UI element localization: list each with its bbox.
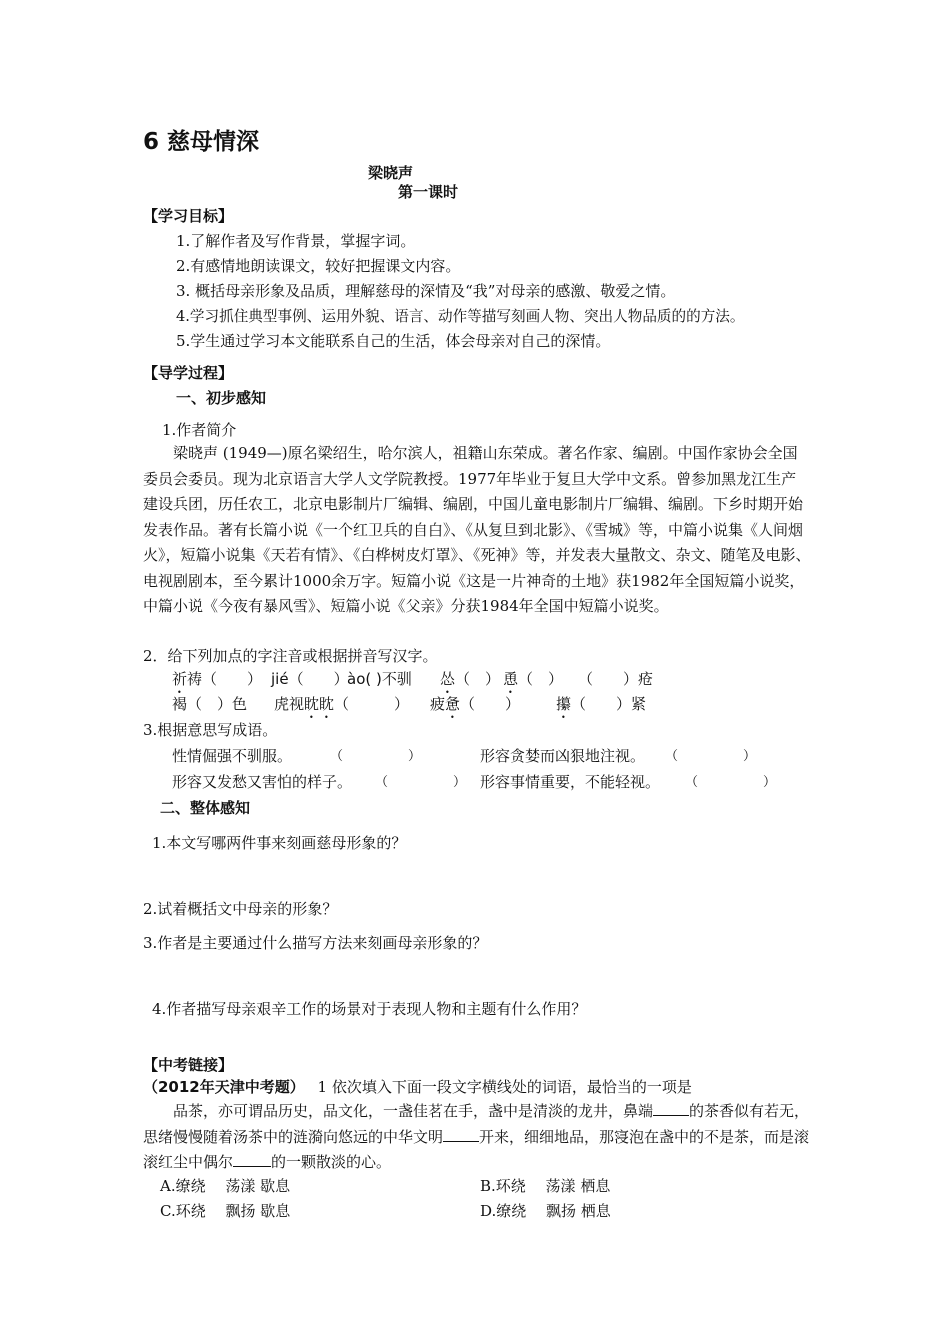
- pinyin-item: 恿（ ）: [503, 670, 564, 688]
- fill-blank[interactable]: [443, 1127, 479, 1142]
- pinyin-item: 疲惫（ ）: [430, 695, 521, 713]
- answer-blank[interactable]: （ ）: [665, 749, 757, 764]
- author-name: 梁晓声: [368, 164, 414, 182]
- question-title: 2．给下列加点的字注音或根据拼音写汉字。: [143, 647, 438, 665]
- guide-heading: 【导学过程】: [143, 364, 234, 382]
- pinyin-row-1: 祈祷（ ）: [172, 670, 263, 688]
- pinyin-item: 虎视眈眈（ ）: [274, 695, 410, 713]
- question-title: 1.作者简介: [162, 421, 237, 439]
- question-item: 4.作者描写母亲艰辛工作的场景对于表现人物和主题有什么作用？: [152, 1000, 587, 1018]
- question-item: 1.本文写哪两件事来刻画慈母形象的？: [152, 834, 407, 852]
- pinyin-item: 怂（ ）: [440, 670, 501, 688]
- author-bio: 梁晓声 (1949—)原名梁绍生，哈尔滨人，祖籍山东荣成。著名作家、编剧。中国作家协会全国委员会委员。现为北京语言大学人文学院教授。1977年毕业于复旦大学中文系。曾参加黑龙江生产建设兵团，历任农工，北京电影制片厂编辑、编剧，中国儿童电影制片厂编辑、编剧。下乡时期开始发表作品。著有长篇小说《一个红卫兵的自白》、《从复旦到北影》、《雪城》等，中篇小说集《人间烟火》，短篇小说集《天若有情》、《白桦树皮灯罩》、《死神》等，并发表大量散文、杂文、随笔及电影、电视剧剧本，至今累计1000余万字。短篇小说《这是一片神奇的土地》获1982年全国短篇小说奖，中篇小说《今夜有暴风雪》、短篇小说《父亲》分获1984年全国中短篇小说奖。: [143, 444, 811, 615]
- question-item: 3.作者是主要通过什么描写方法来刻画母亲形象的？: [143, 934, 488, 952]
- fill-blank[interactable]: [233, 1152, 271, 1167]
- objectives-heading: 【学习目标】: [143, 207, 234, 225]
- answer-blank[interactable]: （ ）: [375, 775, 467, 790]
- exam-heading: 【中考链接】: [143, 1056, 234, 1074]
- objective-item: 3. 概括母亲形象及品质，理解慈母的深情及“我”对母亲的感激、敬爱之情。: [176, 282, 676, 300]
- idiom-meaning: 形容贪婪而凶狠地注视。: [480, 747, 646, 765]
- lesson-label: 第一课时: [398, 183, 459, 201]
- exam-question: [143, 1076, 692, 1097]
- dotted-char: 祈: [172, 670, 188, 688]
- answer-blank[interactable]: （ ）: [685, 775, 777, 790]
- fill-blank[interactable]: [653, 1101, 689, 1116]
- exam-passage: 品茶，亦可谓品历史，品文化，一盏佳茗在手，盏中是清淡的龙井，鼻端 的茶香似有若无，思绪慢慢随着汤茶中的涟漪向悠远的中华文明 开来，细细地品，那寖泡在盏中的不是茶，而是滚滚红尘中偶尔 的一颗散淡的心。: [143, 1102, 810, 1171]
- pinyin-item: jié（ ）: [271, 670, 349, 688]
- objective-item: 2.有感情地朗读课文，较好把握课文内容。: [176, 257, 461, 275]
- idiom-meaning: 性情倔强不驯服。: [172, 747, 293, 765]
- pinyin-item: （ ）疮: [578, 670, 654, 688]
- option-b: B.环绕 荡漾 栖息: [480, 1177, 611, 1195]
- question-title: 3.根据意思写成语。: [143, 721, 278, 739]
- option-c: C.环绕 飘扬 歇息: [160, 1202, 291, 1220]
- answer-blank[interactable]: （ ）: [330, 749, 422, 764]
- idiom-meaning: 形容又发愁又害怕的样子。: [172, 773, 353, 791]
- option-a: A.缭绕 荡漾 歇息: [160, 1177, 291, 1195]
- option-d: D.缭绕 飘扬 栖息: [480, 1202, 611, 1220]
- exam-question-text: 1 依次填入下面一段文字横线处的词语，最恰当的一项是: [317, 1078, 692, 1096]
- pinyin-item: 褐（ ）色: [172, 695, 248, 713]
- objective-item: 1.了解作者及写作背景，掌握字词。: [176, 232, 416, 250]
- page-title: 6 慈母情深: [143, 129, 260, 155]
- idiom-meaning: 形容事情重要，不能轻视。: [480, 773, 661, 791]
- section-heading-part2: 二、整体感知: [160, 799, 251, 817]
- objective-item: 5.学生通过学习本文能联系自己的生活，体会母亲对自己的深情。: [176, 332, 611, 350]
- pinyin-item: 攥（ ）紧: [556, 695, 647, 713]
- section-heading-part1: 一、初步感知: [176, 389, 267, 407]
- pinyin-item: ào( )不驯: [347, 670, 412, 688]
- objective-item: 4.学习抓住典型事例、运用外貌、语言、动作等描写刻画人物、突出人物品质的的方法。: [176, 308, 745, 325]
- exam-source: （2012年天津中考题）: [143, 1078, 305, 1096]
- question-item: 2.试着概括文中母亲的形象？: [143, 900, 338, 918]
